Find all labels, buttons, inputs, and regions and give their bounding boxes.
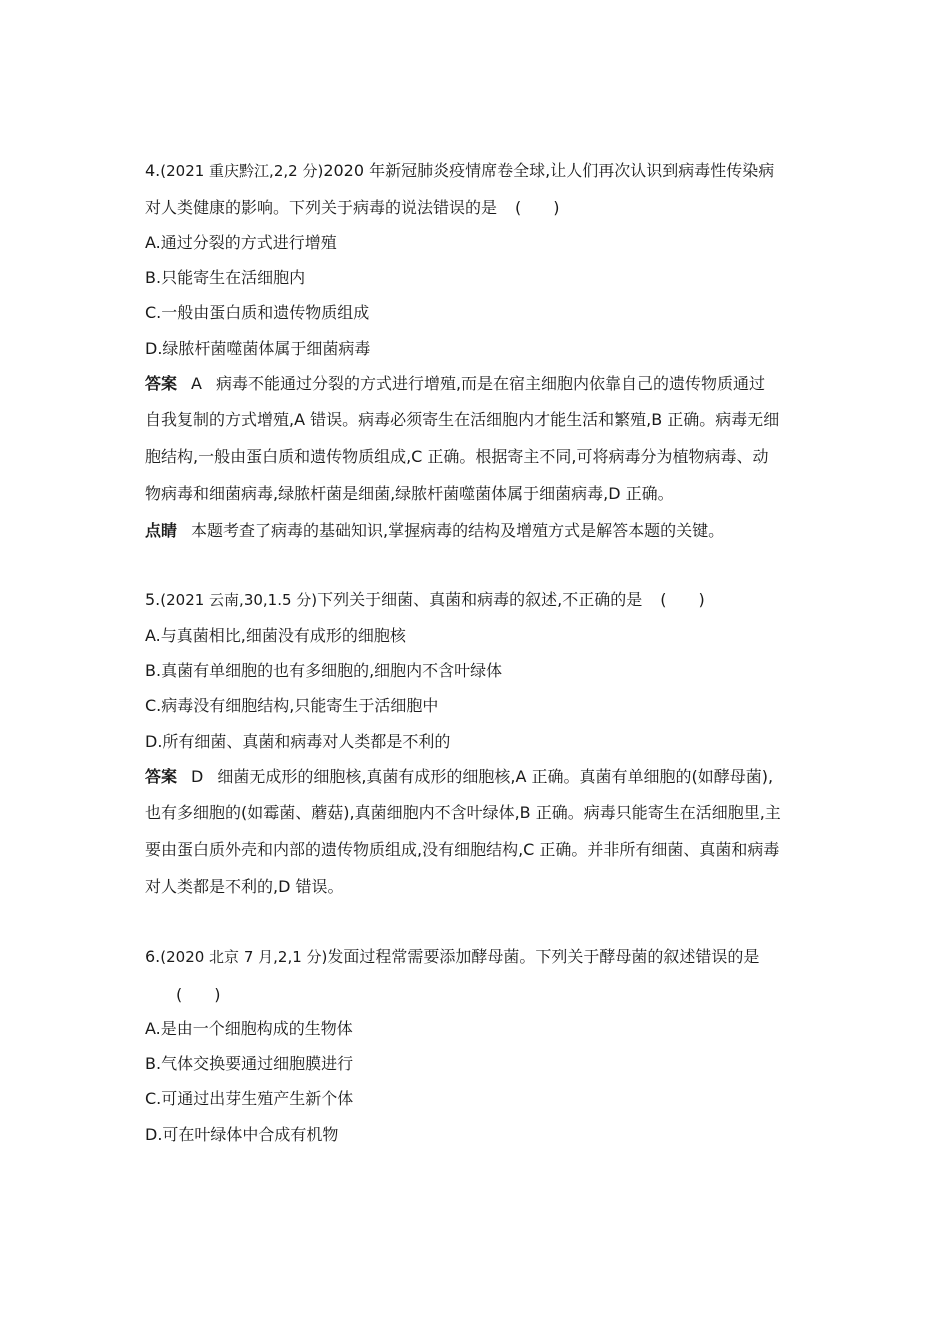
- option-b: B.真菌有单细胞的也有多细胞的,细胞内不含叶绿体: [145, 661, 503, 680]
- option-b: B.气体交换要通过细胞膜进行: [145, 1054, 354, 1073]
- note-text: 本题考查了病毒的基础知识,掌握病毒的结构及增殖方式是解答本题的关键。: [191, 521, 725, 540]
- question-6-stem-line-1: [145, 947, 759, 967]
- question-number: 5.: [145, 590, 161, 609]
- question-number: 6.: [145, 947, 161, 966]
- option-a: A.与真菌相比,细菌没有成形的细胞核: [145, 626, 406, 645]
- option-a: A.通过分裂的方式进行增殖: [145, 233, 337, 252]
- option-b: B.只能寄生在活细胞内: [145, 268, 306, 287]
- option-a: A.是由一个细胞构成的生物体: [145, 1019, 353, 1038]
- option-d: D.绿脓杆菌噬菌体属于细菌病毒: [145, 339, 371, 358]
- question-4-stem-line-1: [145, 161, 774, 181]
- answer-label: 答案: [145, 767, 178, 786]
- answer-label: 答案: [145, 374, 178, 393]
- question-number: 4.: [145, 161, 161, 180]
- answer-letter: D: [191, 767, 204, 786]
- answer-line-4: 对人类都是不利的,D 错误。: [145, 877, 344, 896]
- question-source: (2021 云南,30,1.5 分): [160, 591, 318, 609]
- answer-blank: ( ): [660, 590, 705, 609]
- option-d: D.所有细菌、真菌和病毒对人类都是不利的: [145, 732, 451, 751]
- answer-line-4: 物病毒和细菌病毒,绿脓杆菌是细菌,绿脓杆菌噬菌体属于细菌病毒,D 正确。: [145, 484, 674, 503]
- answer-text: 细菌无成形的细胞核,真菌有成形的细胞核,A 正确。真菌有单细胞的(如酵母菌),: [217, 767, 774, 786]
- answer-letter: A: [191, 374, 202, 393]
- option-d: D.可在叶绿体中合成有机物: [145, 1125, 339, 1144]
- answer-line-1: [145, 374, 765, 394]
- answer-line-2: 自我复制的方式增殖,A 错误。病毒必须寄生在活细胞内才能生活和繁殖,B 正确。病毒无细: [145, 410, 780, 429]
- answer-blank: ( ): [515, 198, 560, 217]
- question-stem: 发面过程常需要添加酵母菌。下列关于酵母菌的叙述错误的是: [327, 947, 760, 966]
- option-c: C.病毒没有细胞结构,只能寄生于活细胞中: [145, 696, 439, 715]
- question-source: (2021 重庆黔江,2,2 分): [160, 162, 324, 180]
- question-source: (2020 北京 7 月,2,1 分): [160, 948, 328, 966]
- option-c: C.一般由蛋白质和遗传物质组成: [145, 303, 370, 322]
- question-stem: 2020 年新冠肺炎疫情席卷全球,让人们再次认识到病毒性传染病: [323, 161, 775, 180]
- answer-blank: ( ): [176, 985, 221, 1004]
- question-stem: 下列关于细菌、真菌和病毒的叙述,不正确的是: [317, 590, 643, 609]
- question-4-stem-line-2: [145, 198, 560, 218]
- note-line: [145, 521, 724, 541]
- answer-line-3: 胞结构,一般由蛋白质和遗传物质组成,C 正确。根据寄主不同,可将病毒分为植物病毒、动: [145, 447, 769, 466]
- option-c: C.可通过出芽生殖产生新个体: [145, 1089, 354, 1108]
- answer-line-3: 要由蛋白质外壳和内部的遗传物质组成,没有细胞结构,C 正确。并非所有细菌、真菌和病毒: [145, 840, 780, 859]
- answer-text: 病毒不能通过分裂的方式进行增殖,而是在宿主细胞内依靠自己的遗传物质通过: [215, 374, 766, 393]
- answer-line-1: [145, 767, 773, 787]
- question-5-stem-line-1: [145, 590, 705, 610]
- note-label: 点睛: [145, 521, 178, 540]
- answer-line-2: 也有多细胞的(如霉菌、蘑菇),真菌细胞内不含叶绿体,B 正确。病毒只能寄生在活细胞里,主: [145, 803, 781, 822]
- question-stem: 对人类健康的影响。下列关于病毒的说法错误的是: [145, 198, 498, 217]
